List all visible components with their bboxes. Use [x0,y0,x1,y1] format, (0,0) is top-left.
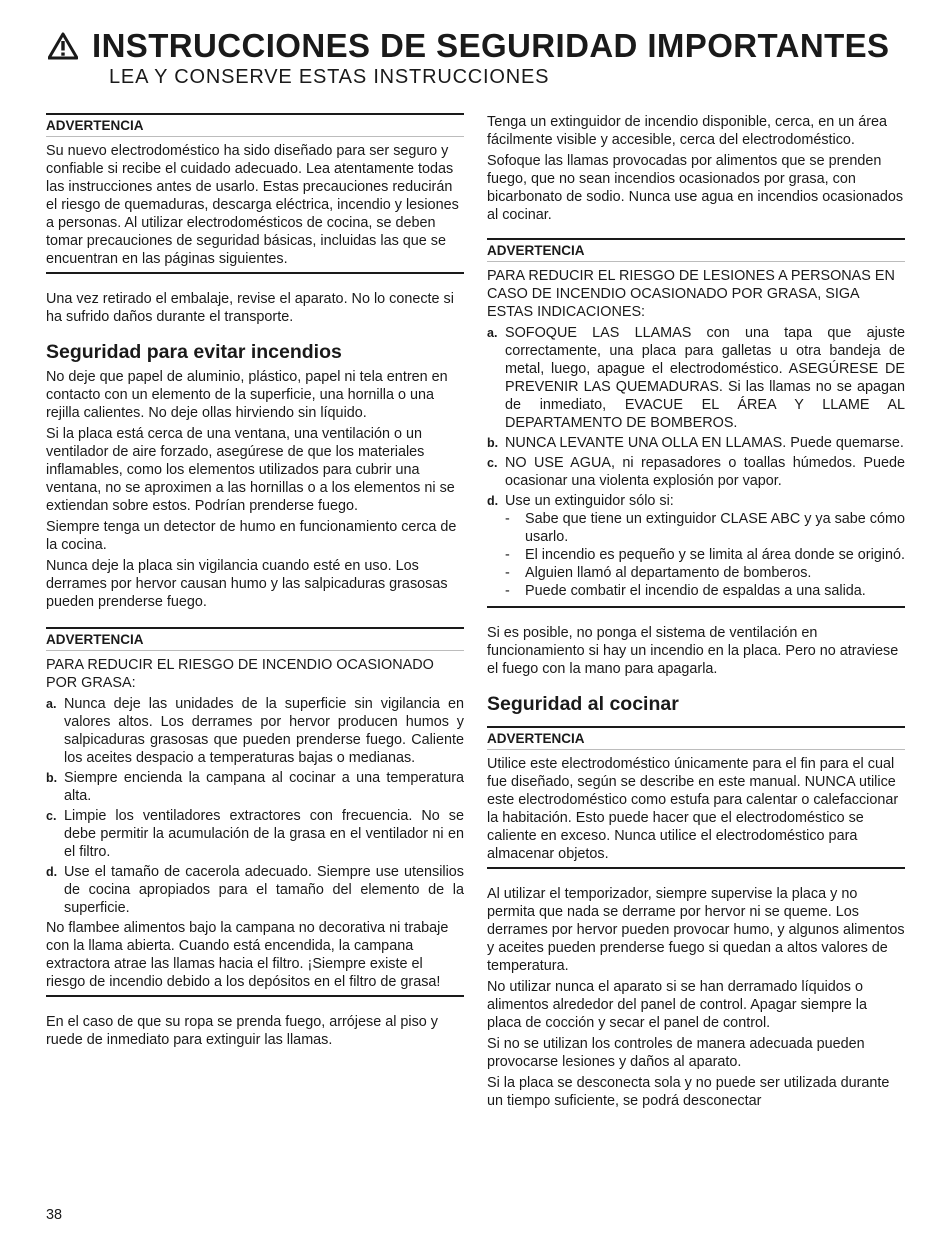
fire-paragraph: Siempre tenga un detector de humo en funcionamiento cerca de la cocina. [46,519,457,553]
sub-list-item-text: Puede combatir el incendio de espaldas a una salida. [525,583,866,599]
paragraph-sofoque: Sofoque las llamas provocadas por alimentos que se prenden fuego, que no sean incendios ocasionados por grasa, con bicarbonato de sodio. Nunca use agua en incendios ocasionados al cocinar. [487,153,904,223]
sub-list-item-text: El incendio es pequeño y se limita al área donde se originó. [525,547,905,563]
list-item-text: SOFOQUE LAS LLAMAS con una tapa que ajuste correctamente, una placa para galletas u otra bandeja de metal, luego, apague el electrodoméstico. ASEGÚRESE DE PREVENIR LAS QUEMADURAS. Si las llamas no se apagan de inmediato, EVACUE EL ÁREA Y LLAME AL DEPARTAMENTO DE BOMBEROS. [505,325,905,431]
warning-label: ADVERTENCIA [487,243,905,262]
fire-paragraph: Si la placa está cerca de una ventana, una ventilación o un ventilador de aire forzado, asegúrese de que los materiales inflamables, como los elementos utilizados para cubrir una ventana, no se aproximen a las hornillas o a los elementos ni se extiendan sobre estos. Podrían prenderse fuego. [46,426,455,514]
list-item-text: Siempre encienda la campana al cocinar a una temperatura alta. [64,770,464,804]
sub-list-item: - Sabe que tiene un extinguidor CLASE ABC y ya sabe cómo usarlo. [505,511,905,545]
list-item [487,492,905,600]
cooking-paragraph: Si la placa se desconecta sola y no puede ser utilizada durante un tiempo suficiente, se podrá desconectar [487,1075,890,1109]
warning-label: ADVERTENCIA [46,632,464,651]
sub-list-item-text: Sabe que tiene un extinguidor CLASE ABC y ya sabe cómo usarlo. [525,511,905,545]
title-row [42,28,932,64]
cooking-paragraph: No utilizar nunca el aparato si se han derramado líquidos o alimentos alrededor del panel de control. Apagar siempre la placa de cocción y secar el panel de control. [487,979,867,1031]
page-number: 38 [46,1207,63,1223]
sub-list-item: - El incendio es pequeño y se limita al área donde se originó. [505,547,905,563]
warning-box-injury [487,238,905,608]
list-marker: c. [46,809,57,823]
list-item [487,434,905,452]
warning-intro: PARA REDUCIR EL RIESGO DE LESIONES A PERSONAS EN CASO DE INCENDIO OCASIONADO POR GRASA, SIGA ESTAS INDICACIONES: [487,268,895,320]
warning-list [487,324,905,600]
list-marker: a. [487,326,498,340]
list-item [46,695,464,767]
warning-label: ADVERTENCIA [46,118,464,137]
list-marker: a. [46,697,57,711]
list-item [46,863,464,917]
list-marker: d. [46,865,58,879]
list-item [46,807,464,861]
fire-paragraph: Nunca deje la placa sin vigilancia cuando esté en uso. Los derrames por hervor causan humo y las salpicaduras grasosas pueden prenderse fuego. [46,558,448,610]
left-column [46,113,464,1052]
warning-triangle-icon [48,32,78,60]
warning-list [46,695,464,917]
section-heading-cooking-safety: Seguridad al cocinar [487,693,679,715]
sub-list-item-text: Alguien llamó al departamento de bomberos. [525,565,812,581]
paragraph-extinguidor: Tenga un extinguidor de incendio disponible, cerca, en un área fácilmente visible y accesible, cerca del electrodoméstico. [487,114,888,148]
list-item-text: Nunca deje las unidades de la superficie sin vigilancia en valores altos. Los derrames por hervor producen humos y salpicaduras grasosas que pueden prenderse fuego. Caliente los aceites despacio a temperaturas bajas o medianas. [64,696,464,766]
warning-box-usage [487,726,905,869]
list-item [487,454,905,490]
page-header [42,28,932,90]
page-subtitle: LEA Y CONSERVE ESTAS INSTRUCCIONES [109,66,550,88]
warning-closing: No flambee alimentos bajo la campana no decorativa ni trabaje con la llama abierta. Cuando está encendida, la campana extractora atrae las llamas hacia el filtro. ¡Siempre existe el riesgo de incendio debido a los depósitos en el filtro de grasa! [46,920,449,990]
list-marker: c. [487,456,498,470]
sub-list [505,510,905,600]
list-marker: d. [487,494,499,508]
list-item-text: Use el tamaño de cacerola adecuado. Siempre use utensilios de cocina apropiados para el tamaño del elemento de la superficie. [64,864,464,916]
warning-box-grease [46,627,464,997]
list-item-text: Limpie los ventiladores extractores con frecuencia. No se debe permitir la acumulación de la grasa en el ventilador ni en el filtro. [64,808,464,860]
cooking-paragraph: Si no se utilizan los controles de manera adecuada pueden provocarse lesiones y daños al aparato. [487,1036,865,1070]
cooking-paragraph: Al utilizar el temporizador, siempre supervise la placa y no permita que nada se derrame por hervor ni se queme. Los derrames por hervor pueden provocar humo, y algunos alimentos y aceites pueden prenderse fuego si quedan a altos valores de temperatura. [487,886,905,974]
right-column [487,113,905,1113]
paragraph-ropa: En el caso de que su ropa se prenda fuego, arrójese al piso y ruede de inmediato para extinguir las llamas. [46,1014,438,1048]
page-title: INSTRUCCIONES DE SEGURIDAD IMPORTANTES [92,27,890,64]
list-item [46,769,464,805]
list-item-text: NO USE AGUA, ni repasadores o toallas húmedos. Puede ocasionar una violenta explosión por vapor. [505,455,905,489]
warning-box-general [46,113,464,274]
warning-text: Su nuevo electrodoméstico ha sido diseñado para ser seguro y confiable si recibe el cuidado adecuado. Lea atentamente todas las instrucciones antes de usarlo. Estas precauciones reducirán el riesgo de quemaduras, descarga eléctrica, incendio y lesiones a personas. Al utilizar electrodomésticos de cocina, se deben tomar precauciones de seguridad básicas, incluidas las que se encuentran en las páginas siguientes. [46,143,459,267]
fire-paragraph: No deje que papel de aluminio, plástico, papel ni tela entren en contacto con un elemento de la superficie, una hornilla o una rejilla calientes. No deje ollas hirviendo sin líquido. [46,369,448,421]
sub-list-item: - Puede combatir el incendio de espaldas a una salida. [505,583,866,599]
paragraph-embalaje: Una vez retirado el embalaje, revise el aparato. No lo conecte si ha sufrido daños durante el transporte. [46,291,454,325]
list-marker: b. [487,436,499,450]
warning-label: ADVERTENCIA [487,731,905,750]
section-heading-fire-safety: Seguridad para evitar incendios [46,341,342,363]
warning-intro: PARA REDUCIR EL RIESGO DE INCENDIO OCASIONADO POR GRASA: [46,657,434,691]
list-item-text: Use un extinguidor sólo si: [505,493,674,509]
list-marker: b. [46,771,58,785]
list-item-text: NUNCA LEVANTE UNA OLLA EN LLAMAS. Puede quemarse. [505,435,904,451]
list-item [487,324,905,432]
sub-list-item: - Alguien llamó al departamento de bomberos. [505,565,812,581]
paragraph-ventilacion: Si es posible, no ponga el sistema de ventilación en funcionamiento si hay un incendio en la placa. Pero no atraviese el fuego con la mano para apagarla. [487,625,899,677]
warning-text: Utilice este electrodoméstico únicamente para el fin para el cual fue diseñado, según se describe en este manual. NUNCA utilice este electrodoméstico como estufa para calentar o calefaccionar la habitación. Esto puede hacer que el electrodoméstico se caliente en exceso. Nunca utilice el electrodoméstico para almacenar objetos. [487,756,899,862]
